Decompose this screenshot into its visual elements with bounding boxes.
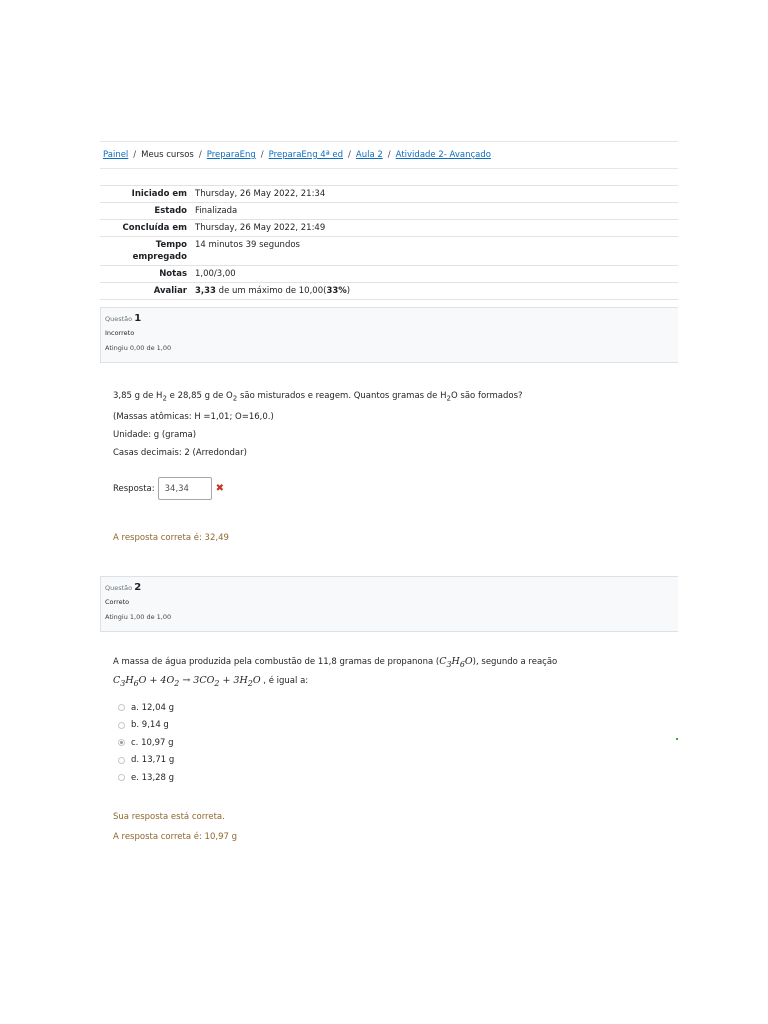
breadcrumb-meus-cursos: Meus cursos	[141, 150, 194, 160]
question-2-feedback: Sua resposta está correta.	[113, 812, 225, 822]
subscript: 2	[446, 393, 452, 403]
radio-button[interactable]	[118, 704, 125, 711]
summary-value: Thursday, 26 May 2022, 21:34	[191, 186, 678, 203]
question-2-reaction	[113, 673, 613, 692]
text-part: A massa de água produzida pela combustão de 11,8 gramas de propanona (	[113, 657, 440, 667]
question-number-value: 2	[134, 582, 142, 593]
grade-text-end: )	[346, 286, 351, 296]
breadcrumb-painel[interactable]: Painel	[103, 150, 129, 160]
question-label: Questão	[105, 315, 133, 323]
breadcrumb-atividade[interactable]: Atividade 2- Avançado	[395, 150, 491, 160]
question-1-answer	[113, 477, 224, 500]
breadcrumb	[100, 141, 678, 169]
breadcrumb-separator: /	[260, 150, 264, 160]
summary-row-started	[100, 186, 678, 203]
summary-label	[100, 237, 191, 266]
question-1-text	[113, 387, 613, 462]
question-label: Questão	[105, 584, 133, 592]
radio-button[interactable]	[118, 774, 125, 781]
question-1-correct-answer: A resposta correta é: 32,49	[113, 533, 229, 543]
breadcrumb-preparaeng-4ed[interactable]: PreparaEng 4ª ed	[268, 150, 344, 160]
grade-value: 3,33	[195, 286, 216, 296]
text-part: ), segundo a reação	[472, 657, 558, 667]
option-c[interactable]	[118, 734, 174, 752]
option-e[interactable]	[118, 769, 174, 787]
question-grade: Atingiu 1,00 de 1,00	[105, 613, 172, 621]
question-2-line	[113, 654, 613, 673]
answer-input[interactable]	[158, 477, 212, 500]
question-number	[105, 582, 678, 593]
text-part: O são formados?	[451, 391, 523, 401]
radio-button[interactable]	[118, 757, 125, 764]
summary-label: Iniciado em	[100, 186, 191, 203]
correct-marker-icon	[676, 738, 678, 740]
question-1-masses: (Massas atômicas: H =1,01; O=16,0.)	[113, 411, 274, 422]
summary-value: 1,00/3,00	[191, 266, 678, 283]
option-label: a. 12,04 g	[131, 702, 175, 713]
summary-value: Finalizada	[191, 203, 678, 220]
question-2-info	[100, 576, 678, 632]
option-d[interactable]	[118, 752, 174, 770]
question-1-info	[100, 307, 678, 363]
question-number-value: 1	[134, 313, 142, 324]
option-b[interactable]	[118, 717, 174, 735]
option-a[interactable]	[118, 699, 174, 717]
text-part: 3,85 g de H	[113, 391, 163, 401]
attempt-summary-table	[100, 185, 678, 300]
text-part: e 28,85 g de O	[166, 391, 233, 401]
text-part: , é igual a:	[260, 675, 309, 686]
summary-label: Avaliar	[100, 283, 191, 300]
summary-label: Estado	[100, 203, 191, 220]
summary-row-state	[100, 203, 678, 220]
option-label: d. 13,71 g	[131, 755, 175, 766]
breadcrumb-separator: /	[348, 150, 351, 160]
option-label: b. 9,14 g	[131, 720, 169, 731]
question-number	[105, 313, 678, 324]
question-1-unit: Unidade: g (grama)	[113, 429, 197, 440]
breadcrumb-separator: /	[198, 150, 202, 160]
answer-label: Resposta:	[113, 483, 155, 494]
grade-percent: 33%	[326, 286, 347, 296]
summary-label: Concluída em	[100, 220, 191, 237]
reaction-equation: $C_3H_6O + 4O_2 \to 3CO_2 + 3H_2O$	[113, 674, 261, 688]
text-part: são misturados e reagem. Quantos gramas de H	[237, 391, 447, 401]
question-1-decimals: Casas decimais: 2 (Arredondar)	[113, 447, 247, 458]
summary-row-time	[100, 237, 678, 266]
question-2-options	[118, 699, 174, 787]
incorrect-icon: ✖	[215, 483, 225, 494]
breadcrumb-separator: /	[133, 150, 137, 160]
question-2-text	[113, 654, 613, 692]
summary-label-line: empregado	[132, 252, 187, 262]
radio-button[interactable]	[118, 722, 125, 729]
summary-value	[191, 283, 678, 300]
summary-row-completed	[100, 220, 678, 237]
option-label: c. 10,97 g	[131, 737, 174, 748]
question-state: Incorreto	[105, 329, 135, 337]
subscript: 2	[162, 393, 167, 403]
breadcrumb-aula-2[interactable]: Aula 2	[355, 150, 383, 160]
breadcrumb-preparaeng[interactable]: PreparaEng	[206, 150, 256, 160]
question-grade: Atingiu 0,00 de 1,00	[105, 344, 172, 352]
summary-label-line: Tempo	[155, 240, 187, 250]
grade-text: de um máximo de 10,00(	[215, 286, 327, 296]
radio-button-selected[interactable]	[118, 739, 125, 746]
question-state: Correto	[105, 598, 130, 606]
subscript: 2	[232, 393, 238, 403]
option-label: e. 13,28 g	[131, 772, 175, 783]
summary-row-grade	[100, 283, 678, 300]
question-1-line	[113, 387, 613, 408]
summary-label: Notas	[100, 266, 191, 283]
summary-value: Thursday, 26 May 2022, 21:49	[191, 220, 678, 237]
breadcrumb-separator: /	[387, 150, 391, 160]
question-2-correct-answer: A resposta correta é: 10,97 g	[113, 832, 237, 842]
summary-row-marks	[100, 266, 678, 283]
formula-propanona: $C_3H_6O$	[439, 656, 473, 669]
summary-value: 14 minutos 39 segundos	[191, 237, 678, 266]
